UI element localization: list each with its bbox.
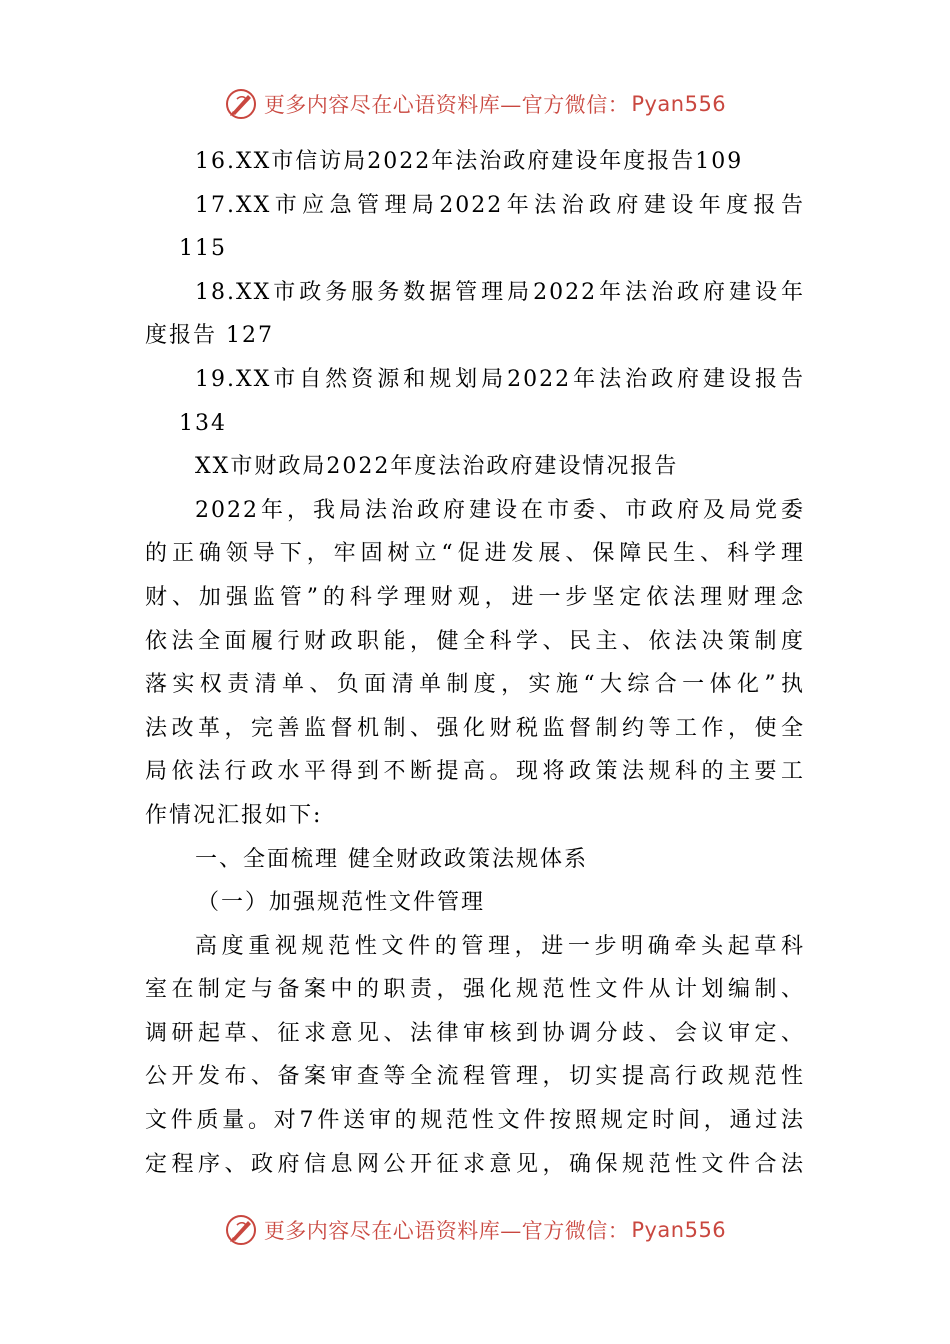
- toc-line: 度报告 127: [145, 323, 274, 349]
- paragraph-line: 公开发布、备案审查等全流程管理，切实提高行政规范性: [145, 1064, 805, 1090]
- toc-line: 18.XX市政务服务数据管理局2022年法治政府建设年: [195, 279, 805, 305]
- paragraph-line: 财、加强监管”的科学理财观，进一步坚定依法理财理念: [145, 584, 805, 610]
- pen-logo-icon: [224, 87, 258, 121]
- toc-line: 19.XX市自然资源和规划局2022年法治政府建设报告: [195, 366, 805, 392]
- pen-logo-icon: [224, 1213, 258, 1247]
- watermark-banner-top: [0, 84, 950, 124]
- watermark-text: 更多内容尽在心语资料库—官方微信：: [263, 93, 630, 117]
- toc-line: 16.XX市信访局2022年法治政府建设年度报告109: [195, 149, 744, 174]
- paragraph-line: 调研起草、征求意见、法律审核到协调分歧、会议审定、: [145, 1020, 805, 1046]
- watermark-text: 更多内容尽在心语资料库—官方微信：: [263, 1219, 630, 1243]
- subsection-heading: （一）加强规范性文件管理: [197, 890, 486, 916]
- paragraph-line: 落实权责清单、负面清单制度，实施“大综合一体化”执: [145, 672, 805, 698]
- toc-line: 134: [179, 410, 227, 436]
- watermark-wechat-id: Pyan556: [631, 92, 727, 116]
- watermark-banner-bottom: [0, 1210, 950, 1250]
- watermark-wechat-id: Pyan556: [631, 1218, 727, 1242]
- paragraph-line: 依法全面履行财政职能，健全科学、民主、依法决策制度: [145, 628, 805, 654]
- paragraph-line: 法改革，完善监督机制、强化财税监督制约等工作，使全: [145, 715, 805, 741]
- paragraph-line: 作情况汇报如下:: [145, 802, 323, 828]
- paragraph-line: 室在制定与备案中的职责，强化规范性文件从计划编制、: [145, 977, 805, 1003]
- paragraph-line: 的正确领导下，牢固树立“促进发展、保障民生、科学理: [145, 541, 805, 567]
- toc-line: 115: [179, 236, 227, 262]
- paragraph-line: 高度重视规范性文件的管理，进一步明确牵头起草科: [195, 933, 805, 959]
- report-title: XX市财政局2022年度法治政府建设情况报告: [195, 454, 679, 480]
- section-heading: 一、全面梳理 健全财政政策法规体系: [195, 846, 588, 872]
- paragraph-line: 定程序、政府信息网公开征求意见，确保规范性文件合法: [145, 1151, 805, 1177]
- document-body: [145, 140, 805, 1186]
- toc-line: 17.XX市应急管理局2022年法治政府建设年度报告: [195, 192, 805, 218]
- paragraph-line: 文件质量。对7件送审的规范性文件按照规定时间，通过法: [145, 1108, 805, 1134]
- paragraph-line: 局依法行政水平得到不断提高。现将政策法规科的主要工: [145, 759, 805, 785]
- paragraph-line: 2022年，我局法治政府建设在市委、市政府及局党委: [195, 497, 805, 523]
